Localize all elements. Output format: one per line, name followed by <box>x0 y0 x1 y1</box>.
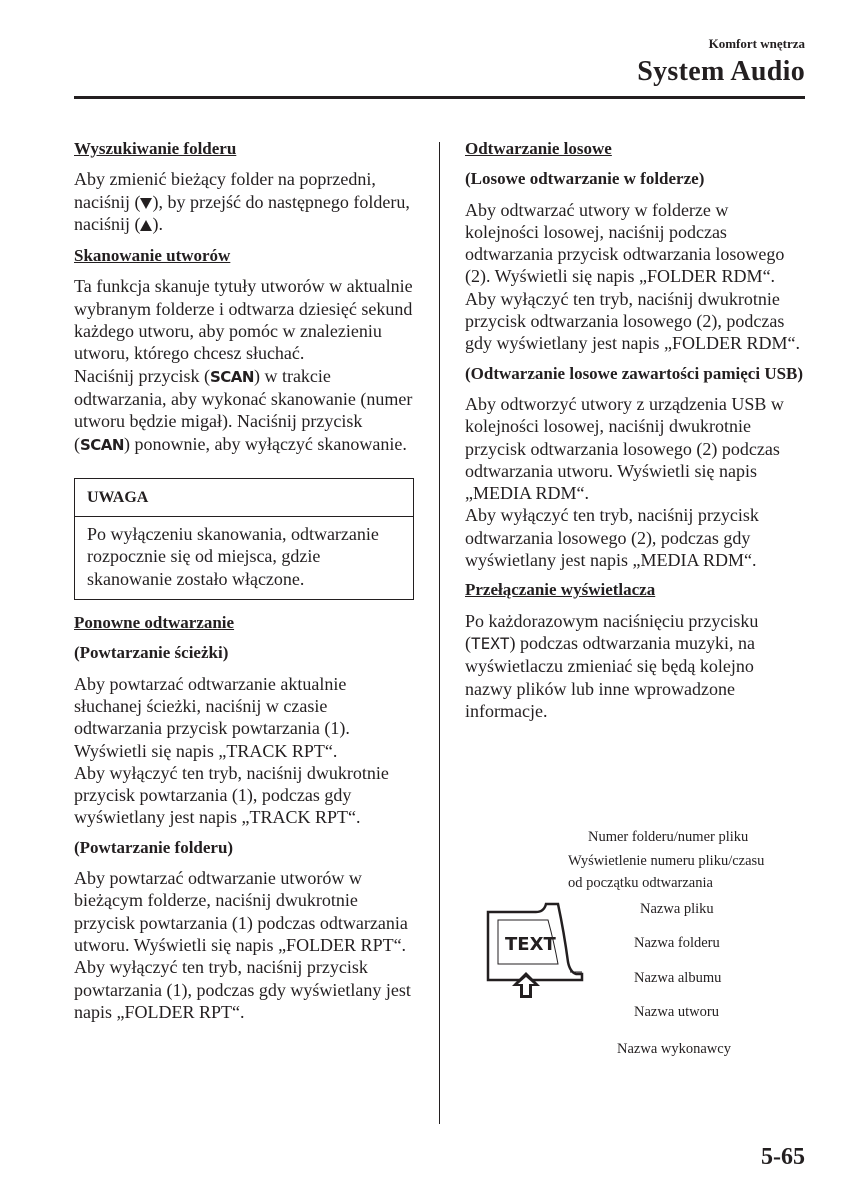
folder-repeat-text-1: Aby powtarzać odtwarzanie utworów w bieżącym folderze, naciśnij dwukrotnie przycisk powtarzania (1) podczas odtwarzania utworu. Wyświetli się napis „FOLDER RPT“. <box>74 868 408 955</box>
folder-repeat-subheading: (Powtarzanie folderu) <box>74 837 234 857</box>
scan-text-2: Naciśnij przycisk (SCAN) w trakcie odtwarzania, aby wykonać skanowanie (numer utworu będzie migał). Naciśnij przycisk (SCAN) ponownie, aby wyłączyć skanowanie. <box>74 365 413 454</box>
diagram-text-button-label: TEXT <box>505 934 556 955</box>
scan-text-1: Ta funkcja skanuje tytuły utworów w aktualnie wybranym folderze i odtwarza dziesięć sekund każdego utworu, aby pomóc w znalezieniu utworu, którego chcesz słuchać. <box>74 276 413 364</box>
header-rule <box>74 96 805 99</box>
note-body: Po wyłączeniu skanowania, odtwarzanie rozpocznie się od miejsca, gdzie skanowanie zostało włączone. <box>87 524 379 589</box>
scan-button-glyph: SCAN <box>80 435 124 454</box>
diagram-label: Nazwa albumu <box>634 970 722 986</box>
diagram-label: od początku odtwarzania <box>568 875 713 891</box>
note-box <box>74 478 414 600</box>
scan-heading: Skanowanie utworów <box>74 246 231 266</box>
usb-random-subheading: (Odtwarzanie losowe zawartości pamięci USB) <box>465 363 804 383</box>
repeat-heading: Ponowne odtwarzanie <box>74 613 235 633</box>
scan-button-glyph: SCAN <box>209 367 254 386</box>
diagram-label: Nazwa utworu <box>634 1004 719 1020</box>
diagram-label: Numer folderu/numer pliku <box>588 829 749 845</box>
usb-random-text-2: Aby wyłączyć ten tryb, naciśnij przycisk odtwarzania losowego (2), podczas gdy wyświetlany jest napis „MEDIA RDM“. <box>465 505 759 571</box>
left-column <box>74 138 414 1031</box>
display-heading: Przełączanie wyświetlacza <box>465 580 656 600</box>
page-title: System Audio <box>637 56 805 87</box>
triangle-down-icon <box>140 198 152 209</box>
column-divider <box>439 142 440 1124</box>
track-repeat-text-1: Aby powtarzać odtwarzanie aktualnie słuchanej ścieżki, naciśnij w czasie odtwarzania przycisk powtarzania (1). Wyświetli się napis „TRACK RPT“. <box>74 673 350 761</box>
right-column <box>465 138 805 730</box>
section-name: Komfort wnętrza <box>708 36 805 51</box>
page-number: 5-65 <box>761 1144 805 1170</box>
diagram-label: Wyświetlenie numeru pliku/czasu <box>568 853 765 869</box>
diagram-label: Nazwa folderu <box>634 935 720 951</box>
usb-random-text-1: Aby odtworzyć utwory z urządzenia USB w kolejności losowej, naciśnij dwukrotnie przycisk odtwarzania losowego (2) podczas odtwarzania utworu. Wyświetli się napis „MEDIA RDM“. <box>465 393 784 504</box>
random-heading: Odtwarzanie losowe <box>465 139 612 158</box>
folder-random-text-1: Aby odtwarzać utwory w folderze w kolejności losowej, naciśnij podczas odtwarzania przycisk odtwarzania losowego (2). Wyświetli się napis „FOLDER RDM“. <box>465 199 785 287</box>
folder-repeat-text-2: Aby wyłączyć ten tryb, naciśnij przycisk powtarzania (1), podczas gdy wyświetlany jest napis „FOLDER RPT“. <box>74 957 411 1022</box>
text-button-glyph: TEXT <box>471 633 510 653</box>
folder-search-text: Aby zmienić bieżący folder na poprzedni, naciśnij ( ), by przejść do następnego folderu, naciśnij ( ). <box>74 169 410 234</box>
folder-random-text-2: Aby wyłączyć ten tryb, naciśnij dwukrotnie przycisk odtwarzania losowego (2), podczas gdy wyświetlany jest napis „FOLDER RDM“. <box>465 288 800 354</box>
triangle-up-icon <box>140 220 152 231</box>
folder-search-heading: Wyszukiwanie folderu <box>74 139 237 158</box>
track-repeat-text-2: Aby wyłączyć ten tryb, naciśnij dwukrotnie przycisk powtarzania (1), podczas gdy wyświetlany jest napis „TRACK RPT“. <box>74 762 389 828</box>
display-text: Po każdorazowym naciśnięciu przycisku (TEXT) podczas odtwarzania muzyki, na wyświetlaczu zmieniać się będą kolejno nazwy plików lub inne wprowadzone informacje. <box>465 610 759 721</box>
track-repeat-subheading: (Powtarzanie ścieżki) <box>74 643 229 663</box>
folder-random-subheading: (Losowe odtwarzanie w folderze) <box>465 169 705 189</box>
diagram-label: Nazwa pliku <box>640 901 714 917</box>
diagram-label: Nazwa wykonawcy <box>617 1041 731 1057</box>
note-title: UWAGA <box>75 479 413 517</box>
